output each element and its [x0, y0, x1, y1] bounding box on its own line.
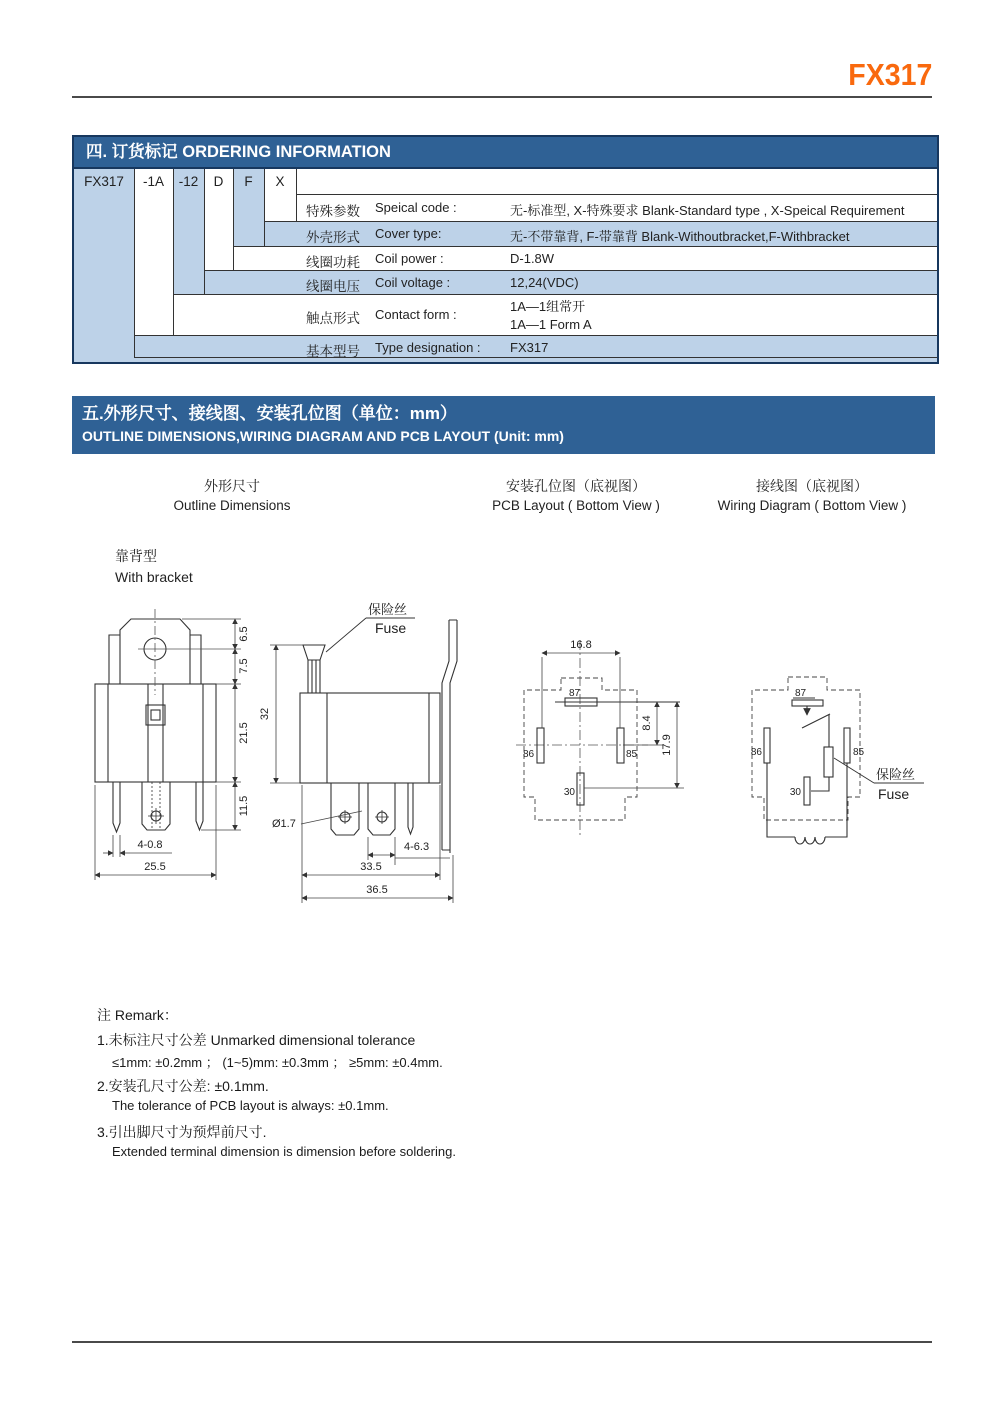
dim-blade: 4-6.3: [404, 841, 430, 853]
pad-30: [577, 773, 584, 805]
row-value: 1A—1组常开: [510, 299, 586, 314]
terminal-30: [804, 777, 810, 805]
step-line: [296, 169, 297, 221]
product-code-logo: FX317: [847, 57, 932, 92]
variant-label-en: With bracket: [115, 569, 193, 585]
fuse-symbol: [824, 747, 833, 777]
pad-label-86: 86: [523, 749, 535, 760]
row-label-cn: 外壳形式: [306, 230, 360, 245]
pad-label-85: 85: [626, 749, 638, 760]
remark-item-1: 1.未标注尺寸公差 Unmarked dimensional tolerance: [97, 1032, 416, 1048]
terminal-label-30: 30: [789, 787, 801, 798]
code-cell-contact: -1A: [142, 174, 164, 189]
dim-hole: Ø1.7: [272, 818, 296, 830]
section4-title: 四. 订货标记 ORDERING INFORMATION: [74, 137, 937, 169]
remark-item-2-sub: The tolerance of PCB layout is always: ±0.1mm.: [112, 1098, 389, 1113]
terminal-label-87: 87: [795, 688, 807, 699]
row-label-en: Coil power :: [375, 251, 444, 266]
wiring-diagram-drawing: [751, 677, 924, 844]
dim-17-9: 17.9: [661, 734, 673, 756]
dim-32: 32: [259, 707, 271, 721]
code-cell-voltage: -12: [178, 174, 199, 189]
code-cell-special: X: [275, 174, 285, 189]
terminal-87: [792, 700, 823, 706]
step-line: [296, 194, 937, 195]
variant-label: [115, 546, 193, 588]
row-label-cn: 基本型号: [306, 344, 360, 359]
row-label-en: Speical code :: [375, 200, 457, 215]
column-head-pcb: [451, 476, 701, 516]
row-value: D-1.8W: [510, 251, 555, 266]
column-head-cn: 外形尺寸: [204, 478, 260, 494]
ordering-code-diagram: [74, 169, 937, 362]
dim-7-5: 7.5: [238, 658, 250, 674]
dim-6-5: 6.5: [238, 626, 250, 642]
step-line: [173, 294, 937, 295]
row-label-cn: 特殊参数: [306, 204, 360, 219]
terminal-86: [764, 728, 770, 763]
row-label-en: Coil voltage :: [375, 275, 451, 290]
row-value: 无-标准型, X-特殊要求 Blank-Standard type , X-Speical Requirement: [510, 203, 905, 218]
fuse-label-en: Fuse: [375, 620, 407, 636]
terminal-label-86: 86: [750, 747, 762, 758]
column-head-en: PCB Layout ( Bottom View ): [492, 498, 660, 513]
column-head-en: Wiring Diagram ( Bottom View ): [717, 498, 907, 513]
step-line: [134, 357, 937, 358]
row-label-cn: 线圈功耗: [306, 255, 360, 270]
code-cell-type: FX317: [84, 174, 124, 189]
dim-pin-width: 4-0.8: [137, 839, 163, 851]
fuse-label-cn: 保险丝: [368, 602, 408, 617]
step-line: [264, 221, 937, 222]
column-head-wiring: [682, 476, 942, 516]
remark-item-3-sub: Extended terminal dimension is dimension before soldering.: [112, 1144, 456, 1159]
row-label-en: Type designation :: [375, 340, 481, 355]
remark-title: 注 Remark：: [97, 1007, 178, 1023]
switch-contact: [802, 714, 830, 747]
row-label-cn: 触点形式: [306, 311, 360, 326]
row-value: 12,24(VDC): [510, 275, 579, 290]
row-label-en: Cover type:: [375, 226, 442, 241]
variant-label-cn: 靠背型: [115, 548, 157, 564]
dim-36-5: 36.5: [366, 884, 388, 896]
header-rule: [72, 96, 932, 98]
section5-title-en: OUTLINE DIMENSIONS,WIRING DIAGRAM AND PCB LAYOUT (Unit: mm): [82, 428, 564, 444]
fuse-component: [303, 645, 325, 660]
dim-11-5: 11.5: [238, 795, 250, 817]
column-head-outline: [112, 476, 352, 516]
section5-title: [72, 396, 935, 454]
remark-item-1-sub: ≤1mm: ±0.2mm ； (1~5)mm: ±0.3mm ； ≥5mm: ±0.4mm.: [112, 1055, 443, 1070]
step-line: [134, 335, 937, 336]
pad-85: [617, 728, 624, 763]
code-cell-cover: F: [244, 174, 253, 189]
front-view-drawing: [95, 609, 250, 880]
section5-title-cn: 五.外形尺寸、接线图、安装孔位图（单位：mm）: [82, 404, 457, 423]
dim-16-8: 16.8: [570, 639, 592, 651]
remark-item-2: 2.安装孔尺寸公差: ±0.1mm.: [97, 1078, 269, 1094]
step-line: [233, 246, 937, 247]
row-value: FX317: [510, 340, 549, 355]
code-cell-power: D: [213, 174, 224, 189]
column-head-en: Outline Dimensions: [173, 498, 291, 513]
coil-symbol: [795, 837, 825, 844]
wiring-fuse-label-cn: 保险丝: [876, 767, 916, 782]
row-label-cn: 线圈电压: [306, 279, 360, 294]
ordering-information-section: [72, 135, 939, 364]
dim-21-5: 21.5: [238, 722, 250, 744]
row-value: 1A—1 Form A: [510, 317, 592, 332]
side-view-drawing: [259, 602, 457, 903]
pcb-layout-drawing: [516, 639, 684, 835]
dim-body-width: 25.5: [144, 861, 166, 873]
row-label-en: Contact form :: [375, 307, 457, 322]
remark-item-3: 3.引出脚尺寸为预焊前尺寸.: [97, 1124, 267, 1140]
dim-33-5: 33.5: [360, 861, 382, 873]
technical-drawings: [72, 595, 935, 915]
dim-8-4: 8.4: [641, 715, 653, 731]
wiring-fuse-label-en: Fuse: [878, 786, 910, 802]
step-line: [134, 169, 135, 357]
row-value: 无-不带靠背, F-带靠背 Blank-Withoutbracket,F-Withbracket: [510, 229, 850, 244]
pad-label-30: 30: [563, 787, 575, 798]
terminal-85: [844, 728, 850, 763]
footer-rule: [72, 1341, 932, 1343]
pad-label-87: 87: [569, 688, 581, 699]
terminal-label-85: 85: [853, 747, 865, 758]
pad-86: [537, 728, 544, 763]
column-head-cn: 接线图（底视图）: [756, 478, 868, 494]
column-head-cn: 安装孔位图（底视图）: [506, 478, 646, 494]
